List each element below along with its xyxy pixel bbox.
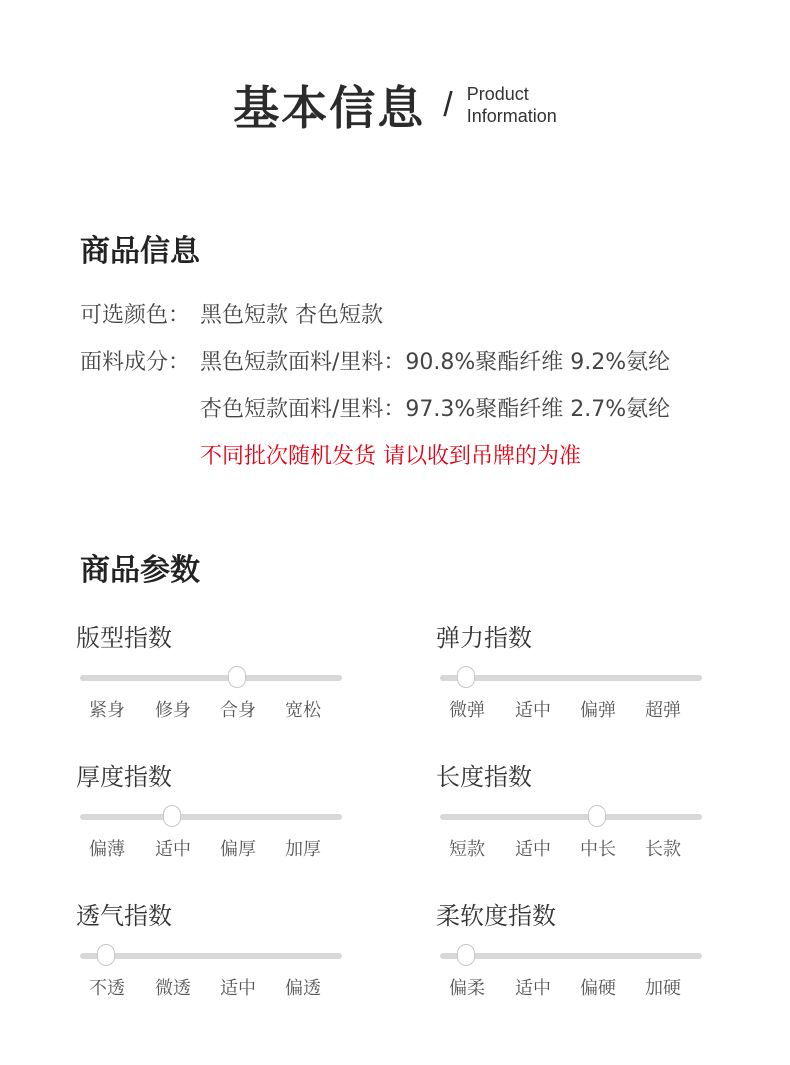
slider-labels: [76, 974, 346, 998]
slider-labels: [436, 835, 706, 859]
colors-row: [80, 298, 200, 329]
slider-knob: [97, 944, 115, 966]
slider-knob: [457, 666, 475, 688]
slider-option-label: 紧身: [89, 700, 125, 721]
slider-labels: [436, 974, 706, 998]
slider-track: [80, 953, 342, 959]
slider-option-label: 适中: [515, 700, 551, 721]
slider-option-label: 微弹: [449, 700, 485, 721]
slider-option-label: 宽松: [285, 700, 321, 721]
slider-option-label: 适中: [220, 978, 256, 999]
slider-option-label: 偏柔: [449, 978, 485, 999]
slider-option-label: 长款: [645, 839, 681, 860]
slider-knob: [588, 805, 606, 827]
slider-option-label: 修身: [155, 700, 191, 721]
material-row: [80, 345, 200, 376]
param-3: [76, 757, 346, 860]
param-4: [436, 757, 706, 860]
slider-labels: [76, 835, 346, 859]
slider-option-label: 加硬: [645, 978, 681, 999]
slider-track: [440, 675, 702, 681]
slider-knob: [163, 805, 181, 827]
slider-option-label: 超弹: [645, 700, 681, 721]
slider-option-label: 适中: [515, 839, 551, 860]
slider-option-label: 偏弹: [580, 700, 616, 721]
slider-option-label: 偏透: [285, 978, 321, 999]
slider-track: [80, 675, 342, 681]
param-2: [436, 618, 706, 721]
header-slash: /: [443, 85, 453, 124]
header-english: [467, 83, 557, 127]
slider-track: [80, 814, 342, 820]
slider-option-label: 中长: [580, 839, 616, 860]
param-title: 长度指数: [436, 763, 532, 791]
slider-option-label: 偏厚: [220, 839, 256, 860]
header-title: 基本信息: [233, 81, 426, 135]
slider-option-label: 适中: [515, 978, 551, 999]
colors-label: 可选颜色：: [80, 303, 191, 328]
slider-option-label: 微透: [155, 978, 191, 999]
slider-option-label: 偏硬: [580, 978, 616, 999]
slider-option-label: 加厚: [285, 839, 321, 860]
slider-knob: [228, 666, 246, 688]
colors-value: 黑色短款 杏色短款: [200, 303, 383, 328]
slider-labels: [436, 696, 706, 720]
param-title: 弹力指数: [436, 624, 532, 652]
material-line-1: 黑色短款面料/里料：90.8%聚酯纤维 9.2%氨纶: [200, 350, 671, 375]
slider-option-label: 偏薄: [89, 839, 125, 860]
param-title: 版型指数: [76, 624, 172, 652]
param-5: [76, 896, 346, 999]
header-en-line2: Information: [466, 106, 557, 126]
material-label: 面料成分：: [80, 350, 191, 375]
header-en-line1: Product: [466, 84, 529, 104]
param-1: [76, 618, 346, 721]
slider-option-label: 合身: [220, 700, 256, 721]
param-6: [436, 896, 706, 999]
material-line-2: 杏色短款面料/里料：97.3%聚酯纤维 2.7%氨纶: [200, 397, 671, 422]
slider-option-label: 适中: [155, 839, 191, 860]
param-title: 透气指数: [76, 902, 172, 930]
slider-track: [440, 814, 702, 820]
product-params-title: 商品参数: [80, 553, 200, 588]
param-title: 柔软度指数: [436, 902, 556, 930]
slider-track: [440, 953, 702, 959]
product-info-title: 商品信息: [80, 234, 200, 269]
slider-option-label: 短款: [449, 839, 485, 860]
slider-labels: [76, 696, 346, 720]
page-header: [0, 72, 790, 138]
slider-knob: [457, 944, 475, 966]
batch-note: 不同批次随机发货 请以收到吊牌的为准: [200, 444, 581, 469]
param-title: 厚度指数: [76, 763, 172, 791]
slider-option-label: 不透: [89, 978, 125, 999]
